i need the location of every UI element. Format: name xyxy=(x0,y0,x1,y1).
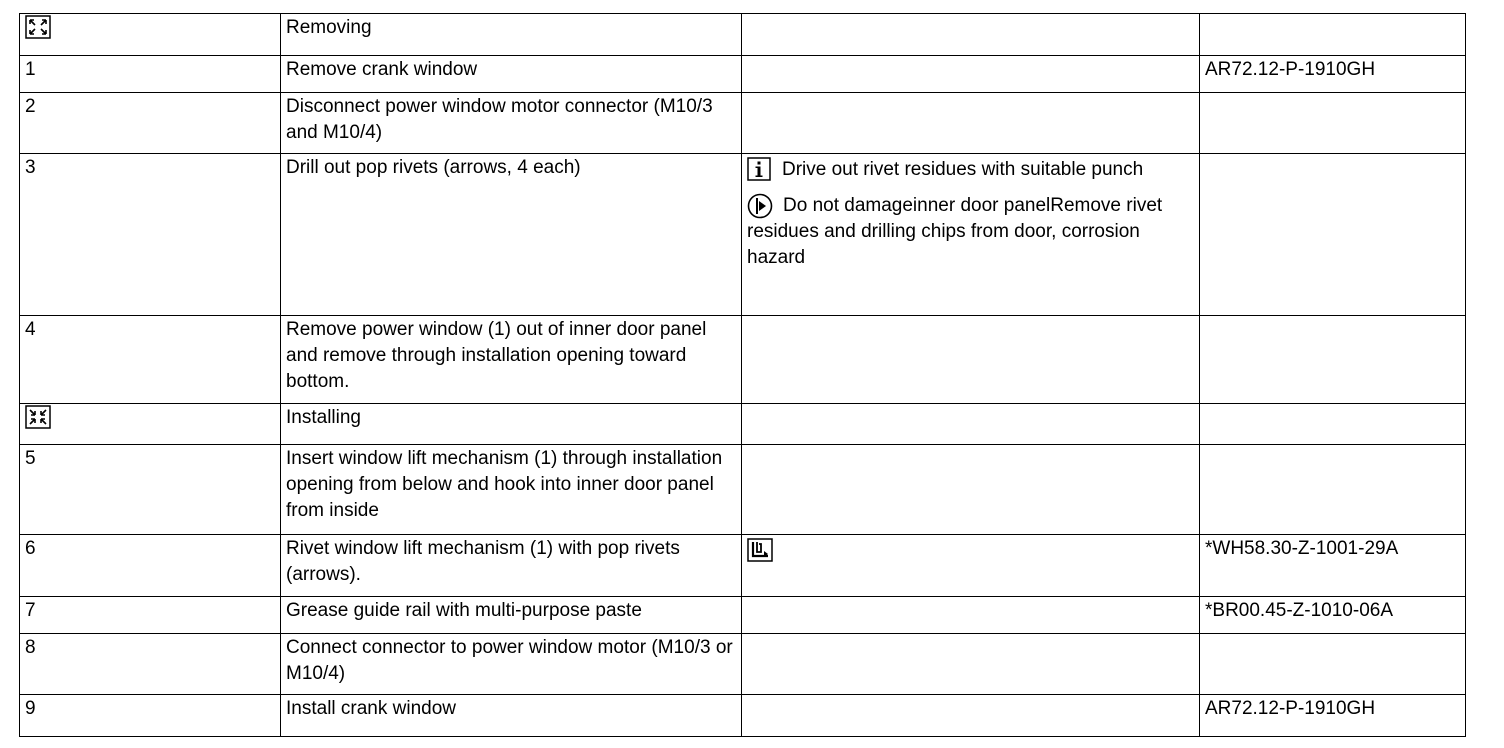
table-row xyxy=(20,404,1466,445)
reference-cell xyxy=(1200,154,1466,316)
reference-cell xyxy=(1200,634,1466,695)
note-cell xyxy=(742,404,1200,445)
step-number: 7 xyxy=(20,597,281,634)
table-row xyxy=(20,597,1466,634)
table-row xyxy=(20,93,1466,154)
reference-cell: *BR00.45-Z-1010-06A xyxy=(1200,597,1466,634)
reference-cell xyxy=(1200,14,1466,56)
step-number: 3 xyxy=(20,154,281,316)
reference-cell: AR72.12-P-1910GH xyxy=(1200,56,1466,93)
note-cell xyxy=(742,597,1200,634)
note-info xyxy=(747,157,1196,183)
note-cell xyxy=(742,445,1200,535)
note-cell xyxy=(742,634,1200,695)
action-cell: Installing xyxy=(281,404,742,445)
table-row xyxy=(20,56,1466,93)
info-icon xyxy=(747,157,773,183)
procedure-table xyxy=(19,13,1466,737)
removing-icon xyxy=(25,15,51,39)
caution-icon xyxy=(747,193,773,219)
table-row xyxy=(20,535,1466,597)
step-number: 6 xyxy=(20,535,281,597)
table-row xyxy=(20,316,1466,404)
table-row xyxy=(20,154,1466,316)
action-cell: Install crank window xyxy=(281,695,742,737)
action-cell: Insert window lift mechanism (1) through installation opening from below and hook into inner door panel from inside xyxy=(281,445,742,535)
table-row xyxy=(20,14,1466,56)
note-cell xyxy=(742,56,1200,93)
table-row xyxy=(20,445,1466,535)
step-cell xyxy=(20,404,281,445)
installing-icon xyxy=(25,405,51,429)
reference-cell xyxy=(1200,445,1466,535)
step-number: 9 xyxy=(20,695,281,737)
action-cell: Grease guide rail with multi-purpose paste xyxy=(281,597,742,634)
reference-cell: *WH58.30-Z-1001-29A xyxy=(1200,535,1466,597)
table-row xyxy=(20,634,1466,695)
reference-cell xyxy=(1200,93,1466,154)
action-cell: Remove power window (1) out of inner door panel and remove through installation opening toward bottom. xyxy=(281,316,742,404)
note-info-text: Drive out rivet residues with suitable punch xyxy=(782,159,1144,180)
step-number: 5 xyxy=(20,445,281,535)
action-cell: Removing xyxy=(281,14,742,56)
note-cell xyxy=(742,154,1200,316)
action-cell: Rivet window lift mechanism (1) with pop rivets (arrows). xyxy=(281,535,742,597)
step-number: 2 xyxy=(20,93,281,154)
reference-cell xyxy=(1200,404,1466,445)
step-number: 8 xyxy=(20,634,281,695)
action-cell: Connect connector to power window motor (M10/3 or M10/4) xyxy=(281,634,742,695)
table-row xyxy=(20,695,1466,737)
action-cell: Disconnect power window motor connector (M10/3 and M10/4) xyxy=(281,93,742,154)
step-number: 1 xyxy=(20,56,281,93)
reference-cell xyxy=(1200,316,1466,404)
action-cell: Drill out pop rivets (arrows, 4 each) xyxy=(281,154,742,316)
rivet-tool-icon xyxy=(747,538,773,564)
step-cell xyxy=(20,14,281,56)
note-cell xyxy=(742,14,1200,56)
note-caution xyxy=(747,193,1196,271)
note-cell xyxy=(742,316,1200,404)
note-cell xyxy=(742,93,1200,154)
note-cell xyxy=(742,535,1200,597)
note-caution-text: Do not damageinner door panelRemove rivet residues and drilling chips from door, corrosion hazard xyxy=(747,195,1163,268)
step-number: 4 xyxy=(20,316,281,404)
note-cell xyxy=(742,695,1200,737)
action-cell: Remove crank window xyxy=(281,56,742,93)
reference-cell: AR72.12-P-1910GH xyxy=(1200,695,1466,737)
